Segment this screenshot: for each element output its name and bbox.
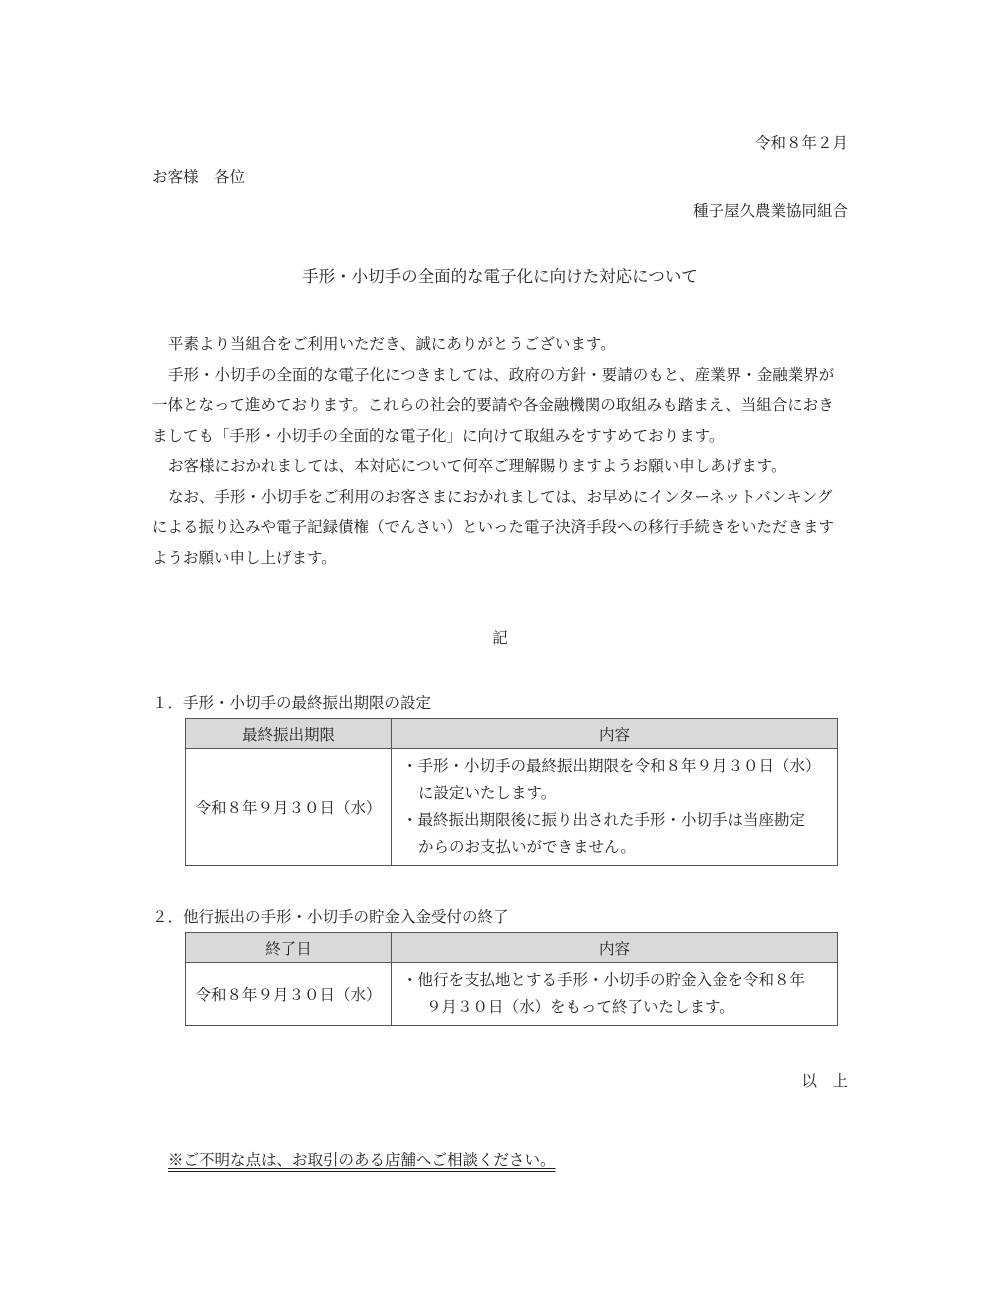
body-line: ましても「手形・小切手の全面的な電子化」に向けて取組みをすすめております。 xyxy=(152,426,725,445)
body-line: 平素より当組合をご利用いただき、誠にありがとうございます。 xyxy=(168,335,616,353)
end-date-table xyxy=(185,932,838,1026)
section1-heading: １．手形・小切手の最終振出期限の設定 xyxy=(152,694,432,712)
body-line: 手形・小切手の全面的な電子化につきましては、政府の方針・要請のもと、産業界・金融業界が xyxy=(168,365,835,384)
deadline-table xyxy=(185,718,838,866)
content-line: からのお支払いができません。 xyxy=(418,838,636,856)
section2-heading: ２．他行振出の手形・小切手の貯金入金受付の終了 xyxy=(152,908,509,926)
document-title: 手形・小切手の全面的な電子化に向けた対応について xyxy=(302,267,698,286)
content-cell xyxy=(392,963,838,1026)
table-header-content: 内容 xyxy=(392,719,838,749)
table-header-row xyxy=(186,719,838,749)
contact-note: ※ご不明な点は、お取引のある店舗へご相談ください。 xyxy=(168,1151,556,1169)
content-line: ・手形・小切手の最終振出期限を令和８年９月３０日（水） xyxy=(402,757,821,775)
content-line: ・他行を支払地とする手形・小切手の貯金入金を令和８年 xyxy=(402,971,806,989)
table-header-row xyxy=(186,933,838,963)
table-header-end-date: 終了日 xyxy=(186,933,392,963)
addressee: お客様 各位 xyxy=(152,168,246,186)
body-line: お客様におかれましては、本対応について何卒ご理解賜りますようお願い申しあげます。 xyxy=(168,457,787,475)
body-line: ようお願い申し上げます。 xyxy=(152,548,337,567)
body-line: 一体となって進めております。これらの社会的要請や各金融機関の取組みも踏まえ、当組合におき xyxy=(152,396,834,414)
table-row xyxy=(186,963,838,1026)
body-line: なお、手形・小切手をご利用のお客さまにおかれましては、お早めにインターネットバンキング xyxy=(168,487,833,506)
body-text xyxy=(152,329,852,573)
content-line: ９月３０日（水）をもって終了いたします。 xyxy=(426,998,735,1016)
sender-organization: 種子屋久農業協同組合 xyxy=(692,202,848,220)
content-cell xyxy=(392,749,838,866)
table-header-deadline: 最終振出期限 xyxy=(186,719,392,749)
content-line: に設定いたします。 xyxy=(418,784,557,802)
ki-marker: 記 xyxy=(492,629,508,647)
deadline-date-cell: 令和８年９月３０日（水） xyxy=(186,749,392,866)
end-date-cell: 令和８年９月３０日（水） xyxy=(186,963,392,1026)
body-line: による振り込みや電子記録債権（でんさい）といった電子決済手段への移行手続きをいただきます xyxy=(152,518,835,536)
table-row xyxy=(186,749,838,866)
content-line: ・最終振出期限後に振り出された手形・小切手は当座勘定 xyxy=(402,811,806,829)
closing-mark: 以 上 xyxy=(801,1072,848,1090)
document-date: 令和８年２月 xyxy=(754,134,848,152)
table-header-content: 内容 xyxy=(392,933,838,963)
